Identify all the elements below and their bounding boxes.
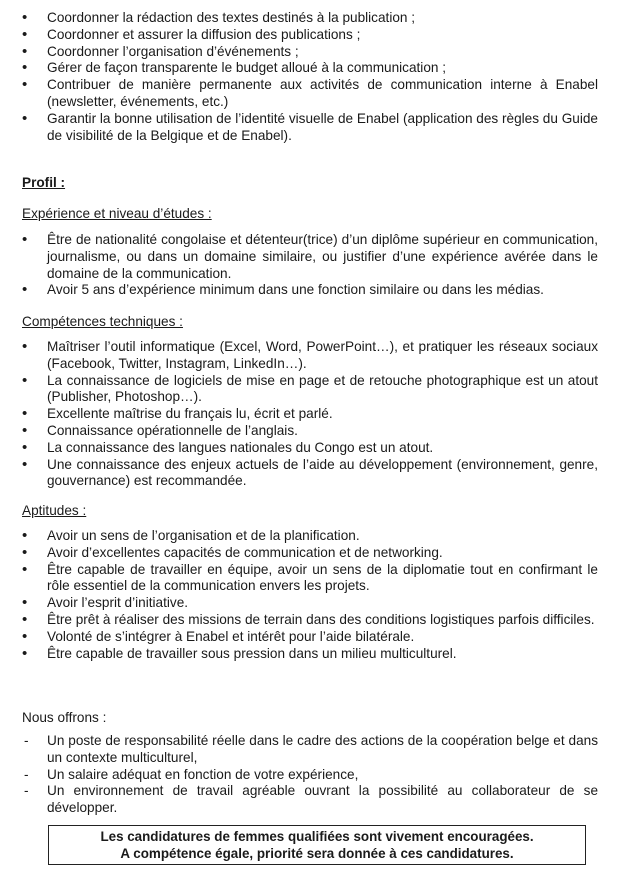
experience-list [0,232,620,299]
list-item: • Coordonner et assurer la diffusion des publications ; [0,27,620,44]
list-item: • Une connaissance des enjeux actuels de l’aide au développement (environnement, genre, gouvernance) est recommandée. [0,457,620,491]
list-item: • Être de nationalité congolaise et détenteur(trice) d’un diplôme supérieur en communication, journalisme, ou dans un domaine similaire, ou justifier d’une expérience avérée dans le domaine de la communication. [0,232,620,282]
list-item: • Avoir 5 ans d’expérience minimum dans une fonction similaire ou dans les médias. [0,282,620,299]
profil-heading: Profil : [22,175,66,190]
diversity-notice-box [48,825,586,865]
list-item: • Être capable de travailler en équipe, avoir un sens de la diplomatie tout en confirmant le rôle essentiel de la communication envers les projets. [0,562,620,596]
experience-heading: Expérience et niveau d’études : [22,206,212,221]
list-item: • Coordonner l’organisation d’événements ; [0,44,620,61]
competences-heading: Compétences techniques : [22,314,183,329]
competences-list [0,339,620,490]
list-item: - Un salaire adéquat en fonction de votre expérience, [0,767,620,784]
list-item: • Maîtriser l’outil informatique (Excel, Word, PowerPoint…), et pratiquer les réseaux sociaux (Facebook, Twitter, Instagram, LinkedIn…). [0,339,620,373]
offer-heading: Nous offrons : [22,710,107,725]
offer-list [0,733,620,817]
aptitudes-list [0,528,620,662]
list-item: • Être prêt à réaliser des missions de terrain dans des conditions logistiques parfois difficiles. [0,612,620,629]
list-item: • Excellente maîtrise du français lu, écrit et parlé. [0,406,620,423]
responsibilities-list [0,10,620,144]
list-item: • Garantir la bonne utilisation de l’identité visuelle de Enabel (application des règles du Guide de visibilité de la Belgique et de Enabel). [0,111,620,145]
list-item: • La connaissance des langues nationales du Congo est un atout. [0,440,620,457]
aptitudes-heading: Aptitudes : [22,503,87,518]
list-item: • Avoir un sens de l’organisation et de la planification. [0,528,620,545]
list-item: • Être capable de travailler sous pression dans un milieu multiculturel. [0,646,620,663]
notice-line: Les candidatures de femmes qualifiées sont vivement encouragées. [100,829,534,844]
list-item: • Avoir d’excellentes capacités de communication et de networking. [0,545,620,562]
list-item: • La connaissance de logiciels de mise en page et de retouche photographique est un atout (Publisher, Photoshop…). [0,373,620,407]
list-item: • Gérer de façon transparente le budget alloué à la communication ; [0,60,620,77]
list-item: • Avoir l’esprit d’initiative. [0,595,620,612]
notice-line: A compétence égale, priorité sera donnée à ces candidatures. [120,845,514,861]
list-item: • Contribuer de manière permanente aux activités de communication interne à Enabel (newsletter, événements, etc.) [0,77,620,111]
list-item: • Volonté de s’intégrer à Enabel et intérêt pour l’aide bilatérale. [0,629,620,646]
list-item: - Un environnement de travail agréable ouvrant la possibilité au collaborateur de se développer. [0,783,620,817]
list-item: • Coordonner la rédaction des textes destinés à la publication ; [0,10,620,27]
list-item: • Connaissance opérationnelle de l’anglais. [0,423,620,440]
list-item: - Un poste de responsabilité réelle dans le cadre des actions de la coopération belge et dans un contexte multiculturel, [0,733,620,767]
